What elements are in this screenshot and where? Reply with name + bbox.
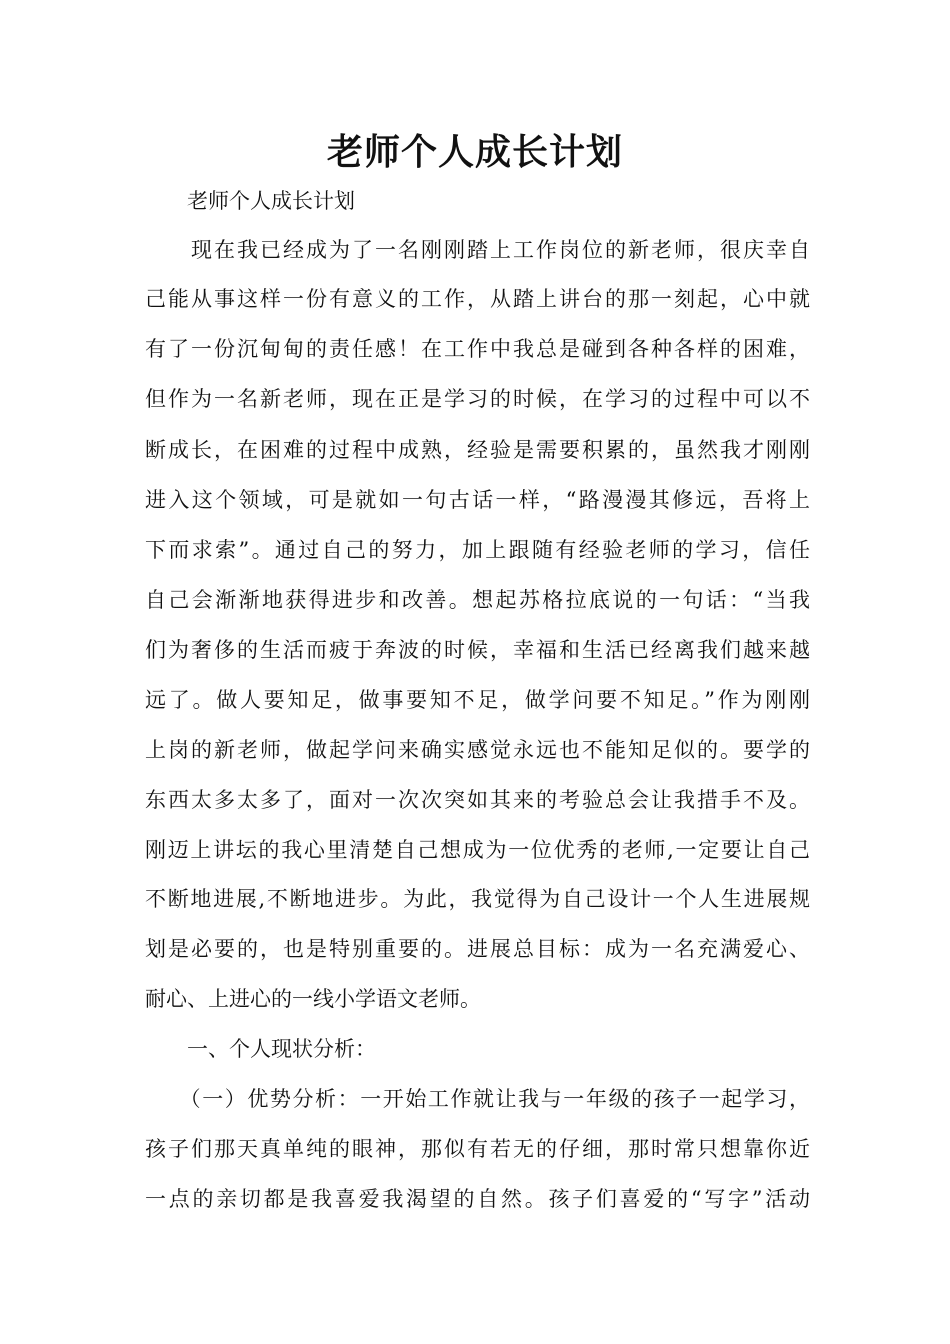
paragraph-line: 己能从事这样一份有意义的工作，从踏上讲台的那一刻起，心中就	[145, 287, 810, 311]
paragraph-line: （一）优势分析：一开始工作就让我与一年级的孩子一起学习，	[145, 1087, 810, 1111]
paragraph-line: 但作为一名新老师，现在正是学习的时候，在学习的过程中可以不	[145, 387, 810, 411]
paragraph-line: 远了。做人要知足，做事要知不足，做学问要不知足。”作为刚刚	[145, 688, 810, 712]
paragraph-line: 不断地进展,不断地进步。为此，我觉得为自己设计一个人生进展规	[145, 887, 810, 911]
paragraph-line: 自己会渐渐地获得进步和改善。想起苏格拉底说的一句话：“当我	[145, 588, 810, 612]
paragraph-line: 断成长，在困难的过程中成熟，经验是需要积累的，虽然我才刚刚	[145, 438, 810, 462]
paragraph-line: 现在我已经成为了一名刚刚踏上工作岗位的新老师，很庆幸自	[145, 238, 810, 262]
paragraph-line: 下而求索”。通过自己的努力，加上跟随有经验老师的学习，信任	[145, 538, 810, 562]
paragraph-line: 刚迈上讲坛的我心里清楚自己想成为一位优秀的老师,一定要让自己	[145, 838, 810, 862]
paragraph-line: 一点的亲切都是我喜爱我渴望的自然。孩子们喜爱的“写字”活动	[145, 1187, 810, 1211]
paragraph-line: 进入这个领域，可是就如一句古话一样，“路漫漫其修远，吾将上	[145, 488, 810, 512]
paragraph-line: 耐心、上进心的一线小学语文老师。	[145, 987, 481, 1011]
paragraph-line: 东西太多太多了，面对一次次突如其来的考验总会让我措手不及。	[145, 788, 810, 812]
document-title: 老师个人成长计划	[326, 132, 623, 173]
paragraph-line: 上岗的新老师，做起学问来确实感觉永远也不能知足似的。要学的	[145, 738, 810, 762]
paragraph-line: 划是必要的，也是特别重要的。进展总目标：成为一名充满爱心、	[145, 937, 810, 961]
paragraph-line: 有了一份沉甸甸的责任感！在工作中我总是碰到各种各样的困难，	[145, 337, 810, 361]
document-subtitle: 老师个人成长计划	[145, 189, 355, 213]
paragraph-line: 们为奢侈的生活而疲于奔波的时候，幸福和生活已经离我们越来越	[145, 638, 810, 662]
section-heading: 一、个人现状分析：	[145, 1037, 376, 1061]
paragraph-line: 孩子们那天真单纯的眼神，那似有若无的仔细，那时常只想靠你近	[145, 1137, 810, 1161]
